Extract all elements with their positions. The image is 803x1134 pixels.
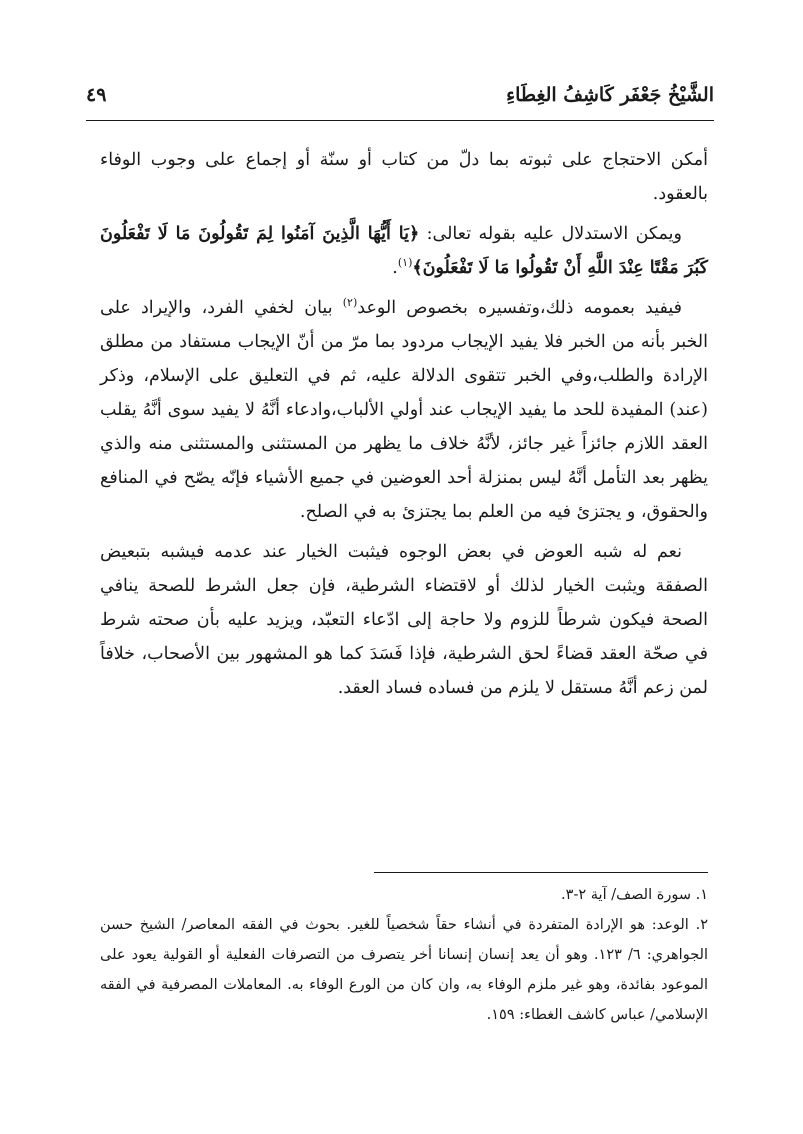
running-title: الشَّيْخُ جَعْفَر كَاشِفُ الغِطَاءِ bbox=[506, 84, 714, 106]
paragraph-3 bbox=[100, 291, 708, 529]
paragraph-2 bbox=[100, 217, 708, 285]
page-number: ٤٩ bbox=[86, 84, 107, 106]
paragraph-3-start: فيفيد بعمومه ذلك،وتفسيره بخصوص الوعد bbox=[357, 298, 682, 318]
footnote-separator bbox=[374, 872, 708, 873]
quran-verse: ﴿يَا أَيُّهَا الَّذِينَ آمَنُوا لِمَ تَقُولُونَ مَا لَا تَفْعَلُونَ كَبُرَ مَقْتًا عِنْدَ اللَّهِ أَنْ تَقُولُوا مَا لَا تَفْعَلُونَ﴾ bbox=[100, 224, 708, 278]
footnote-1: ١. سورة الصف/ آية ٢-٣. bbox=[561, 887, 708, 903]
paragraph-3-rest: بيان لخفي الفرد، والإيراد على الخبر بأنه من الخبر فلا يفيد الإيجاب مردود بما مرّ من أنّ الإيجاب مستفاد من مطلق الإرادة والطلب،وفي الخبر تتقوى الدلالة عليه، ثم في التعليق على الإسلام، وذكر (عند) المفيدة للحد ما يفيد الإيجاب عند أولي الألباب،وادعاء أنَّهُ لا يفيد سوى أنَّهُ يقلب العقد اللازم جائزاً غير جائز، لأنَّهُ خلاف ما يظهر من المستثنى والمستثنى منه والذي يظهر بعد التأمل أنَّهُ ليس بمنزلة أحد العوضين في جميع الأشياء فإنّه يصّح في المنافع والحقوق، و يجتزئ فيه من العلم بما يجتزئ به في الصلح. bbox=[100, 298, 708, 522]
footnote-ref-2: (٢) bbox=[342, 296, 358, 310]
main-text bbox=[100, 143, 708, 711]
footnote-2: ٢. الوعد: هو الإرادة المتفردة في أنشاء حقاً شخصياً للغير. بحوث في الفقه المعاصر/ الشيخ حسن الجواهري: ٦/ ١٢٣. وهو أن يعد إنسان إنسانا أخر يتصرف من التصرفات الفعلية أو القولية يعود على الموعود بفائدة، وهو غير ملزم الوفاء به، وان كان من الورع الوفاء به. المعاملات المصرفية في الفقه الإسلامي/ عباس كاشف الغطاء: ١٥٩. bbox=[100, 917, 708, 1023]
paragraph-2-end: . bbox=[392, 258, 398, 278]
page-header bbox=[86, 78, 714, 118]
footnotes bbox=[100, 880, 708, 1030]
paragraph-1: أمكن الاحتجاج على ثبوته بما دلّ من كتاب أو سنّة أو إجماع على وجوب الوفاء بالعقود. bbox=[100, 150, 708, 204]
paragraph-2-intro: ويمكن الاستدلال عليه بقوله تعالى: bbox=[419, 224, 682, 244]
paragraph-4: نعم له شبه العوض في بعض الوجوه فيثبت الخيار عند عدمه فيشبه بتبعيض الصفقة ويثبت الخيار لذلك أو لاقتضاء الشرطية، فإن جعل الشرط للصحة ينافي الصحة فيكون شرطاً للزوم ولا حاجة إلى ادّعاء التعبّد، ويزيد عليه بأن صحته شرط في صحّة العقد قضاءً لحق الشرطية، فإذا فَسَدَ كما هو المشهور بين الأصحاب، خلافاً لمن زعم أنَّهُ مستقل لا يلزم من فساده فساد العقد. bbox=[100, 542, 708, 698]
footnote-ref-1: (١) bbox=[397, 256, 413, 270]
header-rule bbox=[86, 120, 714, 121]
